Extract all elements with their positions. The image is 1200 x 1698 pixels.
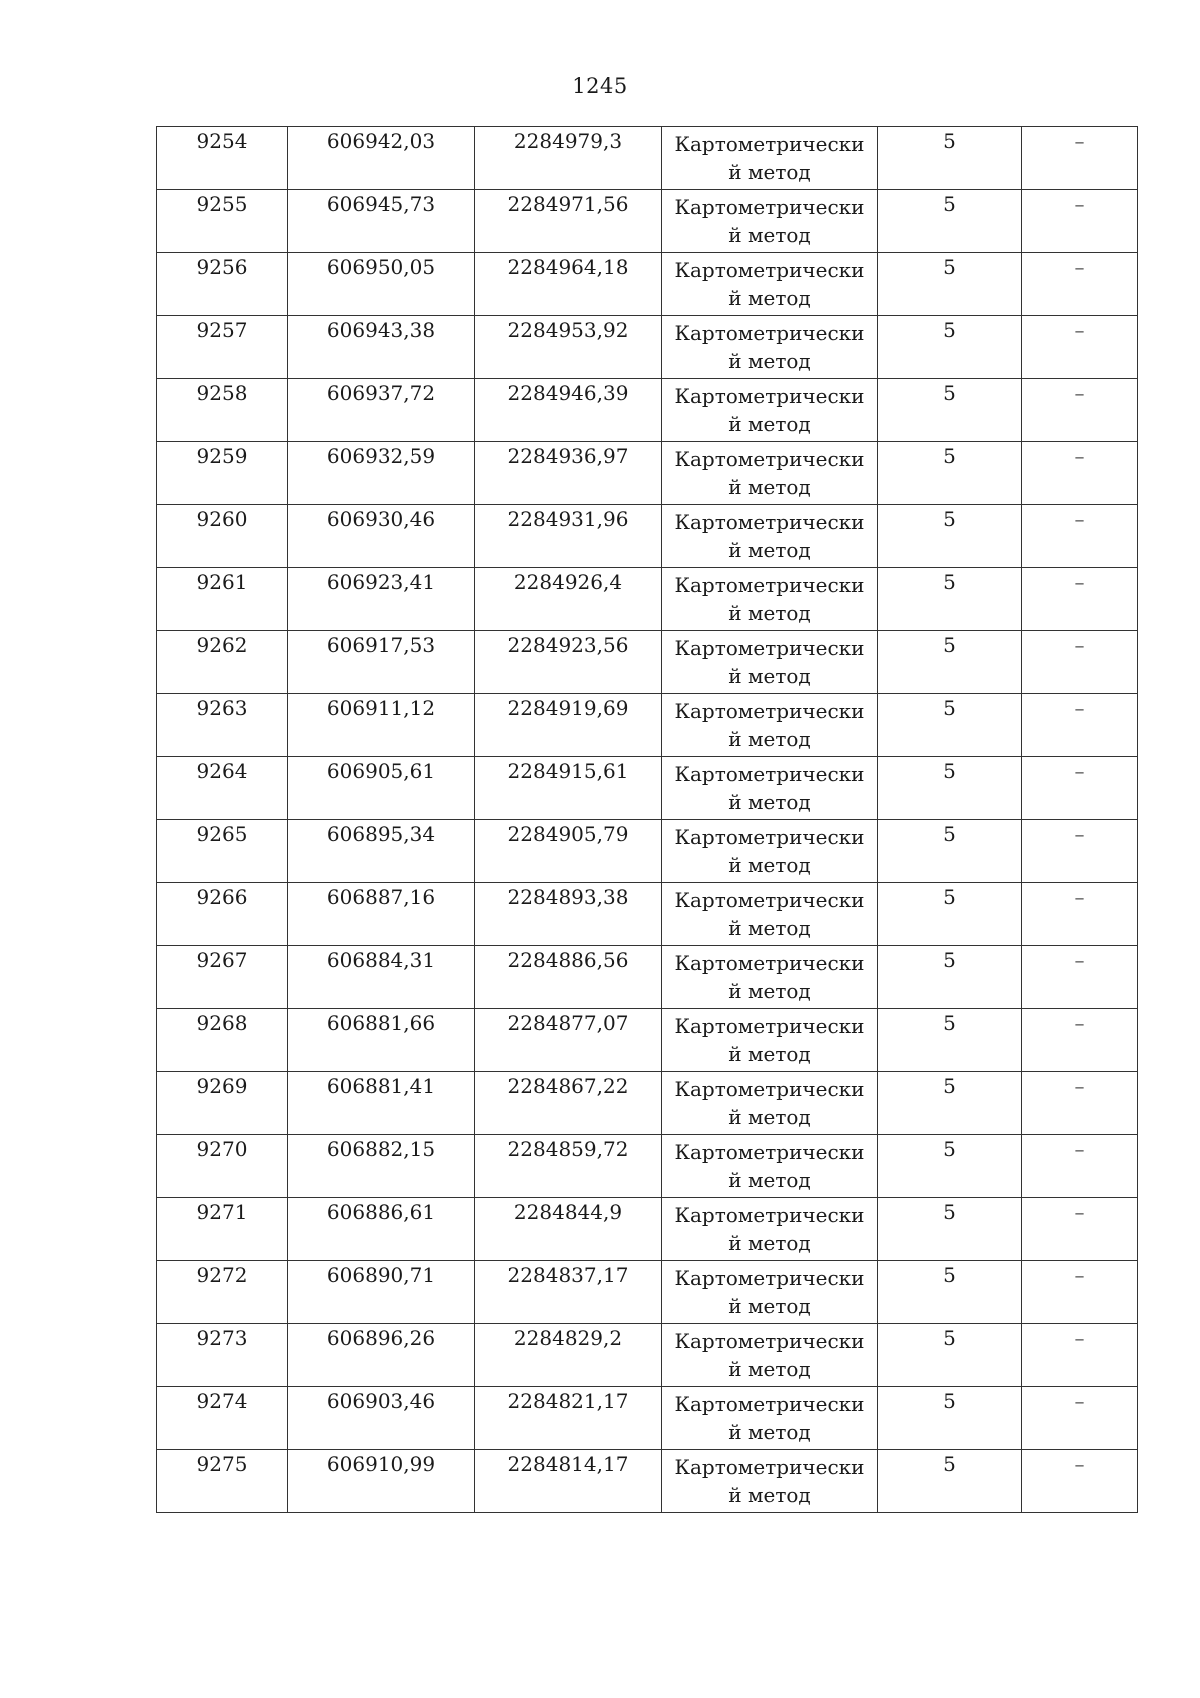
- accuracy-cell: [878, 820, 1022, 883]
- x-coordinate-cell: [288, 946, 475, 1009]
- point-number-cell-text: 9258: [196, 381, 248, 405]
- extra-cell: [1022, 442, 1138, 505]
- x-coordinate-cell: [288, 1135, 475, 1198]
- method-cell: [662, 127, 878, 190]
- x-coordinate-cell: [288, 442, 475, 505]
- x-coordinate-cell: [288, 757, 475, 820]
- x-coordinate-cell-text: 606905,61: [326, 759, 436, 783]
- point-number-cell-text: 9257: [196, 318, 248, 342]
- accuracy-cell: [878, 1261, 1022, 1324]
- table-row: [157, 820, 1138, 883]
- x-coordinate-cell: [288, 127, 475, 190]
- point-number-cell-text: 9264: [196, 759, 248, 783]
- extra-cell-text: –: [1074, 1011, 1085, 1035]
- y-coordinate-cell-text: 2284946,39: [507, 381, 629, 405]
- extra-cell-text: –: [1074, 759, 1085, 783]
- x-coordinate-cell-text: 606950,05: [326, 255, 436, 279]
- point-number-cell-text: 9274: [196, 1389, 248, 1413]
- extra-cell-text: –: [1074, 381, 1085, 405]
- point-number-cell: [157, 946, 288, 1009]
- accuracy-cell-text: 5: [943, 696, 956, 720]
- table-row: [157, 442, 1138, 505]
- method-cell: [662, 1198, 878, 1261]
- y-coordinate-cell: [475, 694, 662, 757]
- point-number-cell: [157, 883, 288, 946]
- method-cell: [662, 1261, 878, 1324]
- point-number-cell: [157, 1072, 288, 1135]
- point-number-cell-text: 9272: [196, 1263, 248, 1287]
- extra-cell: [1022, 1198, 1138, 1261]
- x-coordinate-cell-text: 606881,66: [326, 1011, 436, 1035]
- y-coordinate-cell: [475, 820, 662, 883]
- table-row: [157, 631, 1138, 694]
- point-number-cell-text: 9270: [196, 1137, 248, 1161]
- x-coordinate-cell: [288, 631, 475, 694]
- extra-cell-text: –: [1074, 948, 1085, 972]
- point-number-cell: [157, 316, 288, 379]
- extra-cell-text: –: [1074, 1074, 1085, 1098]
- method-cell: [662, 1135, 878, 1198]
- x-coordinate-cell-text: 606942,03: [326, 129, 436, 153]
- method-cell: [662, 1450, 878, 1513]
- extra-cell-text: –: [1074, 1326, 1085, 1350]
- extra-cell: [1022, 1261, 1138, 1324]
- y-coordinate-cell: [475, 946, 662, 1009]
- x-coordinate-cell-text: 606910,99: [326, 1452, 436, 1476]
- table-row: [157, 1387, 1138, 1450]
- table-row: [157, 757, 1138, 820]
- method-cell-text: Картометрически й метод: [674, 1014, 865, 1066]
- extra-cell: [1022, 568, 1138, 631]
- point-number-cell-text: 9268: [196, 1011, 248, 1035]
- point-number-cell: [157, 820, 288, 883]
- x-coordinate-cell: [288, 1450, 475, 1513]
- extra-cell-text: –: [1074, 255, 1085, 279]
- point-number-cell: [157, 505, 288, 568]
- method-cell-text: Картометрически й метод: [674, 384, 865, 436]
- method-cell-text: Картометрически й метод: [674, 573, 865, 625]
- accuracy-cell-text: 5: [943, 1263, 956, 1287]
- accuracy-cell-text: 5: [943, 885, 956, 909]
- x-coordinate-cell-text: 606923,41: [326, 570, 436, 594]
- extra-cell-text: –: [1074, 570, 1085, 594]
- method-cell: [662, 694, 878, 757]
- point-number-cell-text: 9265: [196, 822, 248, 846]
- x-coordinate-cell-text: 606932,59: [326, 444, 436, 468]
- x-coordinate-cell: [288, 694, 475, 757]
- table-row: [157, 127, 1138, 190]
- x-coordinate-cell: [288, 883, 475, 946]
- x-coordinate-cell-text: 606896,26: [326, 1326, 436, 1350]
- method-cell: [662, 442, 878, 505]
- point-number-cell-text: 9254: [196, 129, 248, 153]
- method-cell-text: Картометрически й метод: [674, 132, 865, 184]
- table-row: [157, 190, 1138, 253]
- method-cell-text: Картометрически й метод: [674, 951, 865, 1003]
- x-coordinate-cell-text: 606903,46: [326, 1389, 436, 1413]
- point-number-cell: [157, 568, 288, 631]
- point-number-cell-text: 9275: [196, 1452, 248, 1476]
- x-coordinate-cell: [288, 253, 475, 316]
- x-coordinate-cell: [288, 1198, 475, 1261]
- accuracy-cell-text: 5: [943, 255, 956, 279]
- method-cell-text: Картометрически й метод: [674, 510, 865, 562]
- y-coordinate-cell-text: 2284979,3: [513, 129, 623, 153]
- y-coordinate-cell-text: 2284837,17: [507, 1263, 629, 1287]
- method-cell-text: Картометрически й метод: [674, 447, 865, 499]
- extra-cell-text: –: [1074, 1137, 1085, 1161]
- extra-cell: [1022, 820, 1138, 883]
- x-coordinate-cell: [288, 190, 475, 253]
- table-row: [157, 1135, 1138, 1198]
- accuracy-cell: [878, 253, 1022, 316]
- extra-cell-text: –: [1074, 885, 1085, 909]
- method-cell: [662, 568, 878, 631]
- point-number-cell-text: 9267: [196, 948, 248, 972]
- extra-cell-text: –: [1074, 1263, 1085, 1287]
- y-coordinate-cell-text: 2284964,18: [507, 255, 629, 279]
- extra-cell: [1022, 946, 1138, 1009]
- method-cell: [662, 883, 878, 946]
- extra-cell-text: –: [1074, 507, 1085, 531]
- point-number-cell: [157, 1135, 288, 1198]
- accuracy-cell: [878, 379, 1022, 442]
- x-coordinate-cell-text: 606881,41: [326, 1074, 436, 1098]
- y-coordinate-cell: [475, 1387, 662, 1450]
- extra-cell: [1022, 505, 1138, 568]
- accuracy-cell: [878, 1009, 1022, 1072]
- extra-cell-text: –: [1074, 444, 1085, 468]
- accuracy-cell-text: 5: [943, 570, 956, 594]
- y-coordinate-cell: [475, 1261, 662, 1324]
- accuracy-cell: [878, 757, 1022, 820]
- y-coordinate-cell-text: 2284971,56: [507, 192, 629, 216]
- extra-cell: [1022, 127, 1138, 190]
- extra-cell-text: –: [1074, 1452, 1085, 1476]
- point-number-cell-text: 9262: [196, 633, 248, 657]
- y-coordinate-cell: [475, 1135, 662, 1198]
- accuracy-cell-text: 5: [943, 948, 956, 972]
- extra-cell: [1022, 1324, 1138, 1387]
- extra-cell: [1022, 694, 1138, 757]
- method-cell-text: Картометрически й метод: [674, 195, 865, 247]
- point-number-cell: [157, 1198, 288, 1261]
- method-cell-text: Картометрически й метод: [674, 1329, 865, 1381]
- extra-cell: [1022, 190, 1138, 253]
- accuracy-cell: [878, 190, 1022, 253]
- point-number-cell-text: 9263: [196, 696, 248, 720]
- method-cell: [662, 1072, 878, 1135]
- method-cell: [662, 379, 878, 442]
- table-row: [157, 883, 1138, 946]
- y-coordinate-cell: [475, 316, 662, 379]
- point-number-cell-text: 9271: [196, 1200, 248, 1224]
- method-cell: [662, 820, 878, 883]
- x-coordinate-cell-text: 606930,46: [326, 507, 436, 531]
- table-row: [157, 1450, 1138, 1513]
- point-number-cell-text: 9259: [196, 444, 248, 468]
- extra-cell-text: –: [1074, 633, 1085, 657]
- accuracy-cell: [878, 505, 1022, 568]
- table-row: [157, 1072, 1138, 1135]
- x-coordinate-cell-text: 606887,16: [326, 885, 436, 909]
- accuracy-cell: [878, 568, 1022, 631]
- point-number-cell-text: 9261: [196, 570, 248, 594]
- x-coordinate-cell-text: 606943,38: [326, 318, 436, 342]
- point-number-cell: [157, 1450, 288, 1513]
- x-coordinate-cell: [288, 1261, 475, 1324]
- accuracy-cell: [878, 442, 1022, 505]
- accuracy-cell-text: 5: [943, 1137, 956, 1161]
- accuracy-cell: [878, 883, 1022, 946]
- accuracy-cell-text: 5: [943, 444, 956, 468]
- y-coordinate-cell-text: 2284919,69: [507, 696, 629, 720]
- method-cell: [662, 316, 878, 379]
- x-coordinate-cell-text: 606895,34: [326, 822, 436, 846]
- y-coordinate-cell-text: 2284867,22: [507, 1074, 629, 1098]
- x-coordinate-cell: [288, 820, 475, 883]
- table-row: [157, 694, 1138, 757]
- y-coordinate-cell-text: 2284923,56: [507, 633, 629, 657]
- extra-cell: [1022, 1072, 1138, 1135]
- table-row: [157, 1198, 1138, 1261]
- extra-cell: [1022, 316, 1138, 379]
- y-coordinate-cell-text: 2284829,2: [513, 1326, 623, 1350]
- extra-cell: [1022, 379, 1138, 442]
- accuracy-cell: [878, 127, 1022, 190]
- y-coordinate-cell: [475, 1198, 662, 1261]
- accuracy-cell: [878, 1072, 1022, 1135]
- y-coordinate-cell-text: 2284844,9: [513, 1200, 623, 1224]
- accuracy-cell-text: 5: [943, 759, 956, 783]
- extra-cell-text: –: [1074, 1200, 1085, 1224]
- point-number-cell: [157, 379, 288, 442]
- accuracy-cell-text: 5: [943, 1389, 956, 1413]
- y-coordinate-cell: [475, 190, 662, 253]
- method-cell: [662, 190, 878, 253]
- point-number-cell: [157, 1009, 288, 1072]
- point-number-cell-text: 9273: [196, 1326, 248, 1350]
- y-coordinate-cell-text: 2284859,72: [507, 1137, 629, 1161]
- y-coordinate-cell: [475, 253, 662, 316]
- accuracy-cell: [878, 1387, 1022, 1450]
- x-coordinate-cell-text: 606882,15: [326, 1137, 436, 1161]
- method-cell: [662, 1387, 878, 1450]
- y-coordinate-cell: [475, 1072, 662, 1135]
- x-coordinate-cell-text: 606945,73: [326, 192, 436, 216]
- extra-cell: [1022, 1387, 1138, 1450]
- method-cell-text: Картометрически й метод: [674, 699, 865, 751]
- table-row: [157, 1324, 1138, 1387]
- y-coordinate-cell-text: 2284931,96: [507, 507, 629, 531]
- method-cell-text: Картометрически й метод: [674, 1266, 865, 1318]
- extra-cell-text: –: [1074, 1389, 1085, 1413]
- point-number-cell: [157, 1387, 288, 1450]
- y-coordinate-cell-text: 2284893,38: [507, 885, 629, 909]
- point-number-cell: [157, 1261, 288, 1324]
- point-number-cell: [157, 757, 288, 820]
- method-cell-text: Картометрически й метод: [674, 1140, 865, 1192]
- method-cell-text: Картометрически й метод: [674, 888, 865, 940]
- extra-cell: [1022, 1450, 1138, 1513]
- y-coordinate-cell: [475, 1324, 662, 1387]
- point-number-cell-text: 9260: [196, 507, 248, 531]
- accuracy-cell-text: 5: [943, 1011, 956, 1035]
- accuracy-cell: [878, 946, 1022, 1009]
- x-coordinate-cell-text: 606917,53: [326, 633, 436, 657]
- method-cell-text: Картометрически й метод: [674, 258, 865, 310]
- extra-cell-text: –: [1074, 822, 1085, 846]
- point-number-cell: [157, 127, 288, 190]
- method-cell-text: Картометрически й метод: [674, 1455, 865, 1507]
- accuracy-cell: [878, 1198, 1022, 1261]
- accuracy-cell-text: 5: [943, 1074, 956, 1098]
- table-row: [157, 253, 1138, 316]
- extra-cell: [1022, 757, 1138, 820]
- accuracy-cell-text: 5: [943, 192, 956, 216]
- extra-cell-text: –: [1074, 129, 1085, 153]
- method-cell-text: Картометрически й метод: [674, 636, 865, 688]
- extra-cell: [1022, 1135, 1138, 1198]
- y-coordinate-cell-text: 2284953,92: [507, 318, 629, 342]
- x-coordinate-cell-text: 606911,12: [326, 696, 436, 720]
- y-coordinate-cell: [475, 883, 662, 946]
- y-coordinate-cell: [475, 1450, 662, 1513]
- method-cell-text: Картометрически й метод: [674, 1203, 865, 1255]
- y-coordinate-cell-text: 2284915,61: [507, 759, 629, 783]
- x-coordinate-cell: [288, 505, 475, 568]
- table-row: [157, 568, 1138, 631]
- page-number: 1245: [572, 74, 628, 98]
- method-cell: [662, 253, 878, 316]
- method-cell-text: Картометрически й метод: [674, 825, 865, 877]
- extra-cell-text: –: [1074, 696, 1085, 720]
- table-row: [157, 379, 1138, 442]
- accuracy-cell: [878, 1135, 1022, 1198]
- table-row: [157, 505, 1138, 568]
- y-coordinate-cell-text: 2284877,07: [507, 1011, 629, 1035]
- y-coordinate-cell: [475, 631, 662, 694]
- y-coordinate-cell: [475, 1009, 662, 1072]
- y-coordinate-cell: [475, 379, 662, 442]
- accuracy-cell-text: 5: [943, 1326, 956, 1350]
- accuracy-cell: [878, 1324, 1022, 1387]
- extra-cell: [1022, 631, 1138, 694]
- method-cell: [662, 1009, 878, 1072]
- x-coordinate-cell: [288, 379, 475, 442]
- y-coordinate-cell-text: 2284905,79: [507, 822, 629, 846]
- y-coordinate-cell-text: 2284886,56: [507, 948, 629, 972]
- accuracy-cell-text: 5: [943, 507, 956, 531]
- x-coordinate-cell: [288, 1072, 475, 1135]
- method-cell-text: Картометрически й метод: [674, 321, 865, 373]
- x-coordinate-cell-text: 606886,61: [326, 1200, 436, 1224]
- accuracy-cell-text: 5: [943, 381, 956, 405]
- y-coordinate-cell: [475, 127, 662, 190]
- x-coordinate-cell: [288, 568, 475, 631]
- table-row: [157, 946, 1138, 1009]
- y-coordinate-cell: [475, 505, 662, 568]
- x-coordinate-cell-text: 606884,31: [326, 948, 436, 972]
- point-number-cell: [157, 1324, 288, 1387]
- accuracy-cell: [878, 316, 1022, 379]
- point-number-cell-text: 9269: [196, 1074, 248, 1098]
- extra-cell: [1022, 253, 1138, 316]
- coordinates-table-body: [157, 127, 1138, 1513]
- extra-cell: [1022, 883, 1138, 946]
- table-row: [157, 1009, 1138, 1072]
- point-number-cell-text: 9255: [196, 192, 248, 216]
- x-coordinate-cell: [288, 316, 475, 379]
- y-coordinate-cell-text: 2284926,4: [513, 570, 623, 594]
- y-coordinate-cell-text: 2284821,17: [507, 1389, 629, 1413]
- y-coordinate-cell-text: 2284814,17: [507, 1452, 629, 1476]
- coordinates-table: [156, 126, 1138, 1513]
- accuracy-cell-text: 5: [943, 1200, 956, 1224]
- point-number-cell: [157, 253, 288, 316]
- accuracy-cell-text: 5: [943, 129, 956, 153]
- method-cell: [662, 1324, 878, 1387]
- x-coordinate-cell: [288, 1009, 475, 1072]
- extra-cell-text: –: [1074, 192, 1085, 216]
- table-row: [157, 316, 1138, 379]
- point-number-cell-text: 9266: [196, 885, 248, 909]
- x-coordinate-cell: [288, 1387, 475, 1450]
- point-number-cell: [157, 442, 288, 505]
- method-cell-text: Картометрически й метод: [674, 1392, 865, 1444]
- accuracy-cell: [878, 694, 1022, 757]
- y-coordinate-cell: [475, 442, 662, 505]
- point-number-cell: [157, 190, 288, 253]
- accuracy-cell-text: 5: [943, 633, 956, 657]
- method-cell-text: Картометрически й метод: [674, 1077, 865, 1129]
- accuracy-cell-text: 5: [943, 822, 956, 846]
- extra-cell: [1022, 1009, 1138, 1072]
- y-coordinate-cell: [475, 568, 662, 631]
- method-cell: [662, 757, 878, 820]
- accuracy-cell: [878, 631, 1022, 694]
- x-coordinate-cell: [288, 1324, 475, 1387]
- accuracy-cell: [878, 1450, 1022, 1513]
- method-cell: [662, 946, 878, 1009]
- extra-cell-text: –: [1074, 318, 1085, 342]
- y-coordinate-cell-text: 2284936,97: [507, 444, 629, 468]
- method-cell-text: Картометрически й метод: [674, 762, 865, 814]
- point-number-cell: [157, 631, 288, 694]
- table-row: [157, 1261, 1138, 1324]
- x-coordinate-cell-text: 606937,72: [326, 381, 436, 405]
- y-coordinate-cell: [475, 757, 662, 820]
- accuracy-cell-text: 5: [943, 1452, 956, 1476]
- x-coordinate-cell-text: 606890,71: [326, 1263, 436, 1287]
- method-cell: [662, 631, 878, 694]
- point-number-cell-text: 9256: [196, 255, 248, 279]
- method-cell: [662, 505, 878, 568]
- accuracy-cell-text: 5: [943, 318, 956, 342]
- point-number-cell: [157, 694, 288, 757]
